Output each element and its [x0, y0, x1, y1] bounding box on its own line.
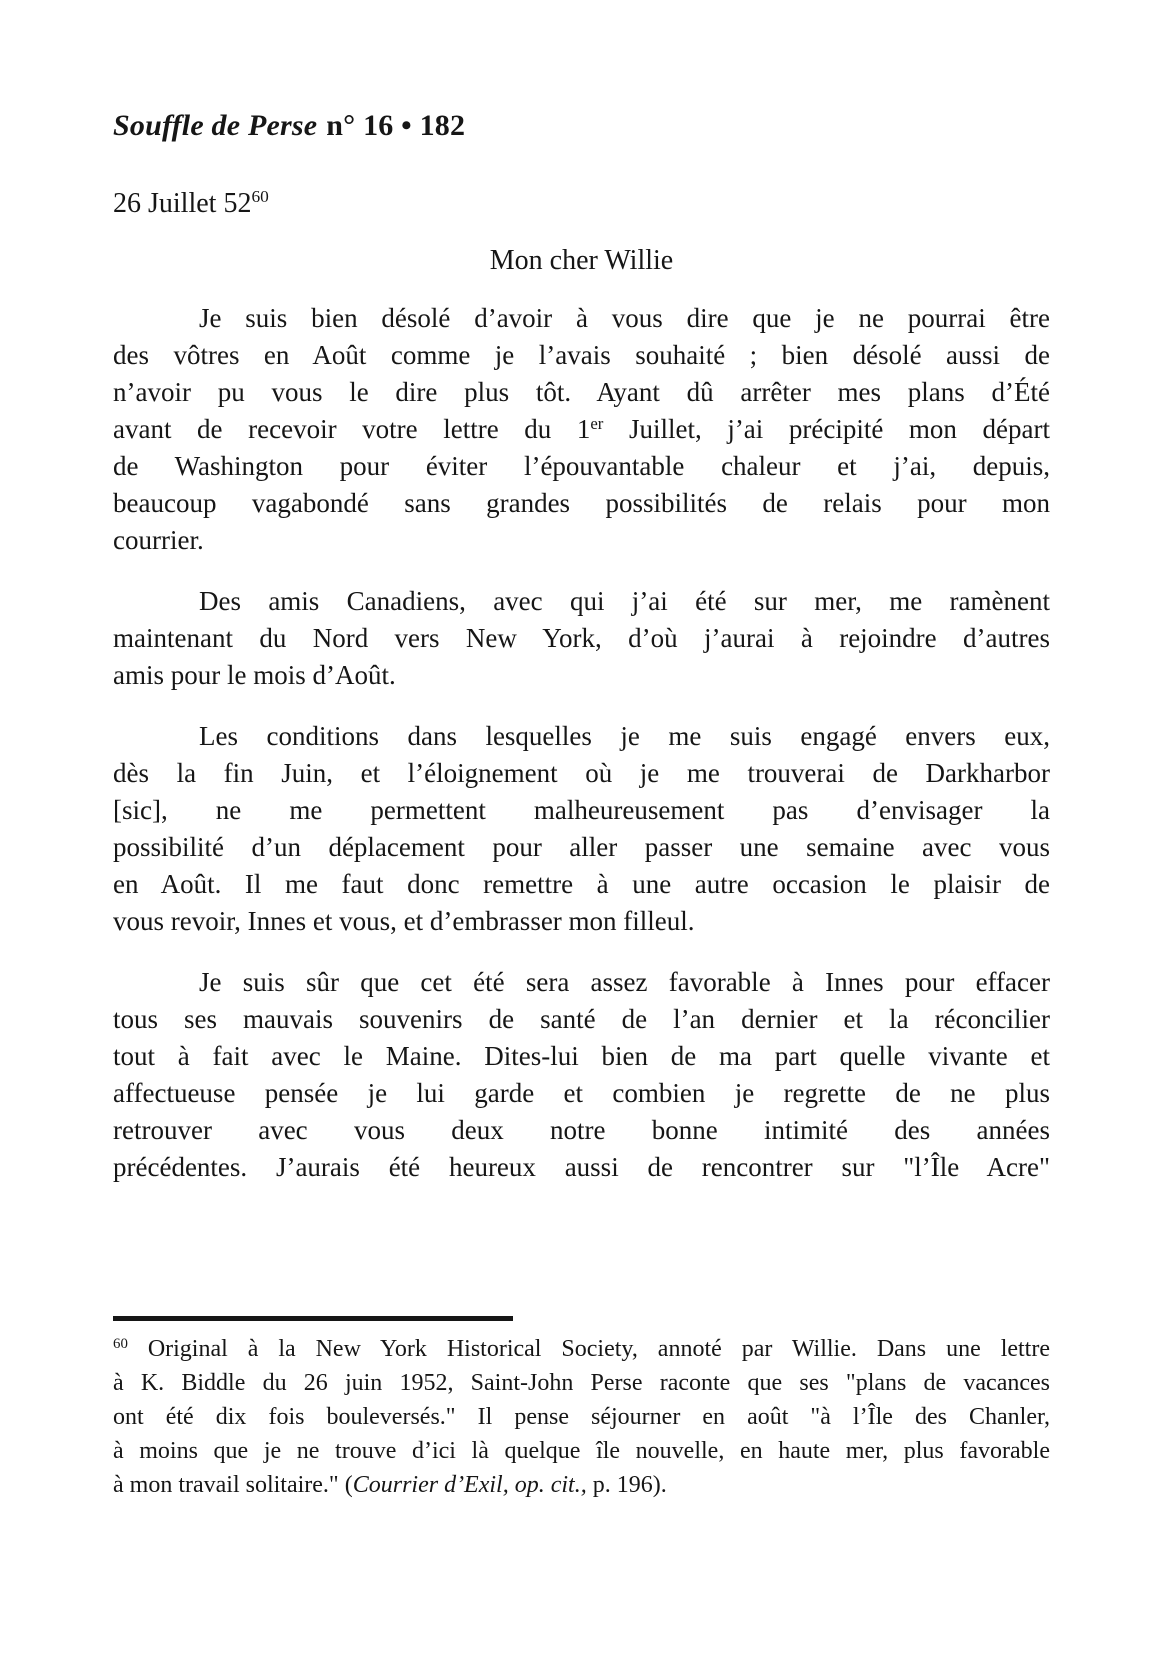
- letter-line: retrouver avec vous deux notre bonne intimité des années: [113, 1115, 1050, 1145]
- letter-line: avant de recevoir votre lettre du 1er Juillet, j’ai précipité mon départ: [113, 413, 1050, 444]
- footnote-line: $^{60}$ Original à la New York Historical Society, annoté par Willie. Dans une lettre: [113, 1335, 1050, 1362]
- footnote-separator: [113, 1316, 513, 1321]
- letter-line: tout à fait avec le Maine. Dites-lui bien de ma part quelle vivante et: [113, 1041, 1050, 1071]
- letter-line: n’avoir pu vous le dire plus tôt. Ayant dû arrêter mes plans d’Été: [113, 377, 1050, 407]
- letter-line: tous ses mauvais souvenirs de santé de l’an dernier et la réconcilier: [113, 1004, 1050, 1034]
- letter-line: Je suis sûr que cet été sera assez favorable à Innes pour effacer: [199, 967, 1050, 997]
- letter-line: des vôtres en Août comme je l’avais souhaité ; bien désolé aussi de: [113, 340, 1050, 370]
- letter-line: précédentes. J’aurais été heureux aussi de rencontrer sur "l’Île Acre": [113, 1152, 1050, 1182]
- footnote: [113, 1332, 1050, 1502]
- letter-body: [113, 300, 1050, 1186]
- letter-line: possibilité d’un déplacement pour aller passer une semaine avec vous: [113, 832, 1050, 862]
- issue-page-number: n° 16 • 182: [326, 109, 466, 142]
- paragraph: [113, 964, 1050, 1186]
- journal-title: Souffle de Perse: [113, 109, 318, 142]
- letter-line: courrier.: [113, 525, 204, 555]
- letter-line: en Août. Il me faut donc remettre à une autre occasion le plaisir de: [113, 869, 1050, 899]
- letter-line: beaucoup vagabondé sans grandes possibilités de relais pour mon: [113, 488, 1050, 518]
- running-header: [113, 109, 465, 143]
- letter-line: maintenant du Nord vers New York, d’où j’aurai à rejoindre d’autres: [113, 623, 1050, 653]
- footnote-line: ont été dix fois bouleversés." Il pense séjourner en août "à l’Île des Chanler,: [113, 1404, 1050, 1430]
- letter-line: de Washington pour éviter l’épouvantable chaleur et j’ai, depuis,: [113, 451, 1050, 481]
- letter-line: [sic], ne me permettent malheureusement pas d’envisager la: [113, 795, 1050, 825]
- paragraph: [113, 718, 1050, 940]
- footnote-line: à K. Biddle du 26 juin 1952, Saint-John Perse raconte que ses "plans de vacances: [113, 1370, 1050, 1396]
- letter-line: Je suis bien désolé d’avoir à vous dire que je ne pourrai être: [199, 303, 1050, 333]
- footnote-line: à moins que je ne trouve d’ici là quelque île nouvelle, en haute mer, plus favorable: [113, 1438, 1050, 1464]
- footnote-line: à mon travail solitaire." (Courrier d’Exil, op. cit., p. 196).: [113, 1472, 667, 1498]
- letter-line: dès la fin Juin, et l’éloignement où je me trouverai de Darkharbor: [113, 758, 1050, 788]
- letter-line: Des amis Canadiens, avec qui j’ai été sur mer, me ramènent: [199, 586, 1050, 616]
- letter-line: Les conditions dans lesquelles je me suis engagé envers eux,: [199, 721, 1050, 751]
- paragraph: [113, 300, 1050, 559]
- letter-line: affectueuse pensée je lui garde et combien je regrette de ne plus: [113, 1078, 1050, 1108]
- letter-line: amis pour le mois d’Août.: [113, 660, 396, 690]
- salutation: Mon cher Willie: [489, 245, 674, 276]
- paragraph: [113, 583, 1050, 694]
- letter-line: vous revoir, Innes et vous, et d’embrasser mon filleul.: [113, 906, 695, 936]
- letter-date: 26 Juillet $52^{60}$: [113, 187, 269, 219]
